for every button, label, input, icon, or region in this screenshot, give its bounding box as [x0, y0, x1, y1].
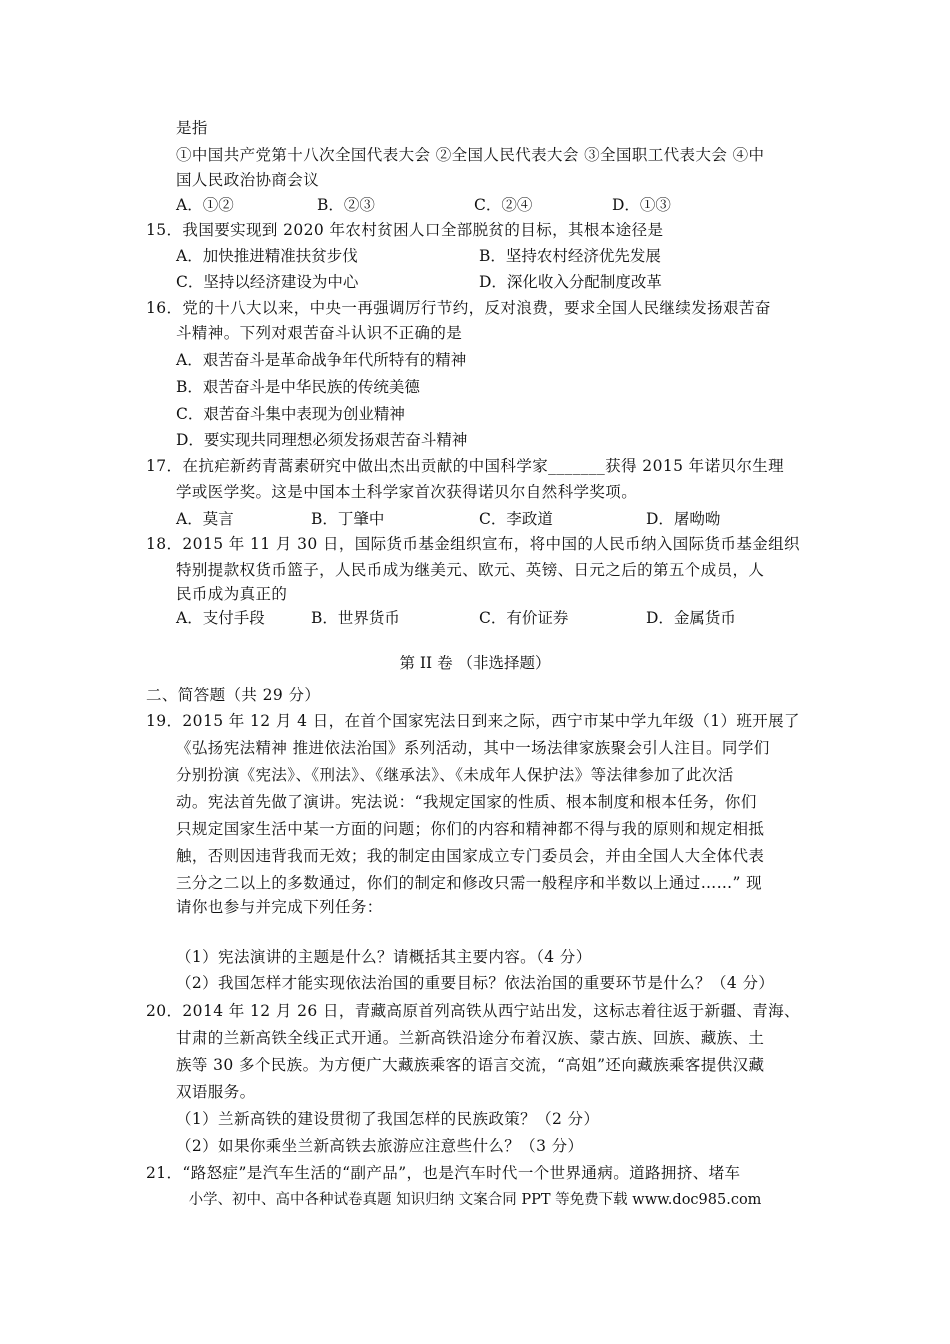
q15-option-d: D．深化收入分配制度改革 [479, 273, 662, 291]
q19-line8: 请你也参与并完成下列任务： [176, 898, 383, 916]
q20-line3: 族等 30 多个民族。为方便广大藏族乘客的语言交流，“高姐”还向藏族乘客提供汉藏 [176, 1056, 765, 1074]
q16-option-c: C．艰苦奋斗集中表现为创业精神 [176, 405, 405, 423]
q14-option-b: B．②③ [317, 196, 375, 214]
q18-stem-line2: 特别提款权货币篮子，人民币成为继美元、欧元、英镑、日元之后的第五个成员，人 [176, 561, 765, 579]
q19-line6: 触，否则因违背我而无效；我的制定由国家成立专门委员会，并由全国人大全体代表 [176, 847, 765, 865]
q18-stem-line3: 民币成为真正的 [176, 585, 288, 603]
q20-subq1: （1）兰新高铁的建设贯彻了我国怎样的民族政策？（2 分） [176, 1110, 600, 1128]
q14-items-line1: ①中国共产党第十八次全国代表大会 ②全国人民代表大会 ③全国职工代表大会 ④中 [176, 146, 765, 164]
q16-option-b: B．艰苦奋斗是中华民族的传统美德 [176, 378, 420, 396]
q15-option-a: A．加快推进精准扶贫步伐 [176, 247, 358, 265]
q17-option-b: B．丁肇中 [311, 510, 385, 528]
q20-subq2: （2）如果你乘坐兰新高铁去旅游应注意些什么？（3 分） [176, 1137, 584, 1155]
q15-option-c: C．坚持以经济建设为中心 [176, 273, 359, 291]
q19-line7: 三分之二以上的多数通过，你们的制定和修改只需一般程序和半数以上通过……” 现 [176, 874, 763, 892]
q17-option-a: A．莫言 [176, 510, 234, 528]
q18-stem-line1: 18．2015 年 11 月 30 日，国际货币基金组织宣布，将中国的人民币纳入国际货币基金组织 [146, 535, 800, 553]
q19-line4: 动。宪法首先做了演讲。宪法说：“我规定国家的性质、根本制度和根本任务，你们 [176, 793, 757, 811]
q16-option-d: D．要实现共同理想必须发扬艰苦奋斗精神 [176, 431, 468, 449]
q14-option-d: D．①③ [612, 196, 671, 214]
q17-stem-line1: 17．在抗疟新药青蒿素研究中做出杰出贡献的中国科学家_______获得 2015 年诺贝尔生理 [146, 457, 785, 475]
q17-option-d: D．屠呦呦 [646, 510, 721, 528]
q14-tail: 是指 [176, 119, 208, 137]
q18-option-a: A．支付手段 [176, 609, 265, 627]
q18-option-b: B．世界货币 [311, 609, 400, 627]
q16-stem-line2: 斗精神。下列对艰苦奋斗认识不正确的是 [176, 324, 463, 342]
q16-option-a: A．艰苦奋斗是革命战争年代所特有的精神 [176, 351, 467, 369]
q19-subq2: （2）我国怎样才能实现依法治国的重要目标？依法治国的重要环节是什么？（4 分） [176, 974, 775, 992]
q19-line2: 《弘扬宪法精神 推进依法治国》系列活动，其中一场法律家族聚会引人注目。同学们 [176, 739, 770, 757]
q19-line3: 分别扮演《宪法》、《刑法》、《继承法》、《未成年人保护法》等法律参加了此次活 [176, 766, 734, 784]
footer-text: 小学、初中、高中各种试卷真题 知识归纳 文案合同 PPT 等免费下载 www.doc985.com [188, 1192, 762, 1208]
q19-line5: 只规定国家生活中某一方面的问题；你们的内容和精神都不得与我的原则和规定相抵 [176, 820, 765, 838]
q20-line1: 20．2014 年 12 月 26 日，青藏高原首列高铁从西宁站出发，这标志着往返于新疆、青海、 [146, 1002, 800, 1020]
q14-option-c: C．②④ [474, 196, 533, 214]
q17-option-c: C．李政道 [479, 510, 553, 528]
q18-option-d: D．金属货币 [646, 609, 736, 627]
q15-option-b: B．坚持农村经济优先发展 [479, 247, 661, 265]
q20-line2: 甘肃的兰新高铁全线正式开通。兰新高铁沿途分布着汉族、蒙古族、回族、藏族、土 [176, 1029, 765, 1047]
q15-stem: 15．我国要实现到 2020 年农村贫困人口全部脱贫的目标，其根本途径是 [146, 221, 664, 239]
section-heading: 二、简答题（共 29 分） [146, 686, 321, 704]
q17-stem-line2: 学或医学奖。这是中国本土科学家首次获得诺贝尔自然科学奖项。 [176, 483, 638, 501]
q18-option-c: C．有价证券 [479, 609, 569, 627]
part2-heading: 第 II 卷 （非选择题） [399, 654, 551, 672]
q16-stem-line1: 16．党的十八大以来，中央一再强调厉行节约，反对浪费，要求全国人民继续发扬艰苦奋 [146, 299, 771, 317]
q14-option-a: A．①② [176, 196, 234, 214]
q20-line4: 双语服务。 [176, 1083, 256, 1101]
q19-line1: 19．2015 年 12 月 4 日，在首个国家宪法日到来之际，西宁市某中学九年级（1）班开展了 [146, 712, 800, 730]
q19-subq1: （1）宪法演讲的主题是什么？请概括其主要内容。（4 分） [176, 948, 592, 966]
q14-items-line2: 国人民政治协商会议 [176, 171, 320, 189]
q21-line1: 21．“路怒症”是汽车生活的“副产品”，也是汽车时代一个世界通病。道路拥挤、堵车 [146, 1164, 741, 1182]
